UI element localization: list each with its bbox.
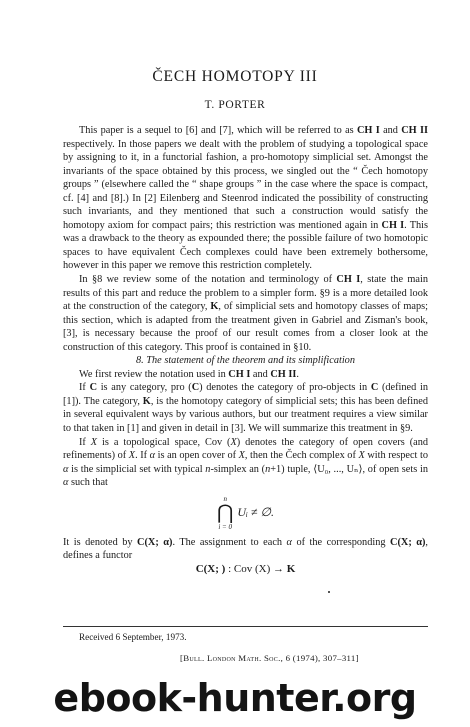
footnote-rule xyxy=(63,626,428,627)
paragraph-intro: This paper is a sequel to [6] and [7], which will be referred to as CH I and CH II respectively. In those papers we dealt with the problem of studying a topological space by assigning to it, in a functorial fashion, a pro-homotopy simplicial set. Amongst the invariants of the space obtained by this process, we singled out the “ Čech homotopy groups ” (elsewhere called the “ shape groups ” in the case where the space is compact, cf. [4] and [8].) In [2] Eilenberg and Steenrod indicated the possibility of constructing such invariants, and they mentioned that such a construction would satisfy the homotopy axiom for compact pairs; this restriction was mentioned again in CH I. This was a drawback to the theory as expounded there; the possible failure of two homotopic spaces to have equivalent Čech complexes could have been extremely bothersome, however in this paper we remove this restriction completely. xyxy=(63,125,429,272)
paper-author: T. PORTER xyxy=(204,99,266,111)
paragraph-cech-complex: If X is a topological space, Cov (X) denotes the category of open covers (and refinements) of X. If α is an open cover of X, then the Čech complex of X with respect to α is the simplicial set with typical n-simplex an (n+1) tuple, ⟨U₀, ..., Uₙ⟩, of open sets in α such that xyxy=(63,436,428,489)
formula-body: Uᵢ ≠ ∅. xyxy=(237,504,274,519)
functor-display: C(X; ) : Cov (X) → K xyxy=(195,562,296,575)
paper-body xyxy=(63,124,428,576)
paragraph-notation: We first review the notation used in CH I and CH II. xyxy=(79,368,299,380)
paragraph-outline: In §8 we review some of the notation and terminology of CH I, state the main results of this part and reduce the problem to a simpler form. §9 is a more detailed look at the construction of the category, K, of simplicial sets and homotopy classes of maps; this section, which is adapted from the treatment given in Gabriel and Zisman's book, [3], is necessary because the proof of our result comes from a closer look at the construction of this category. This proof is contained in §10. xyxy=(63,274,428,353)
paragraph-category: If C is any category, pro (C) denotes the category of pro-objects in C (defined in [1]). The category, K, is the homotopy category of simplicial sets; this has been defined in several equivalent ways by various authors, but our treatment requires a view similar to that taken in [1] and given in detail in [3]. We will summarize this treatment in §9. xyxy=(63,382,428,435)
received-date: Received 6 September, 1973. xyxy=(79,632,187,642)
paper-title: ČECH HOMOTOPY III xyxy=(152,68,318,85)
watermark-logo: ebook-hunter.org xyxy=(53,675,417,720)
intersection-formula xyxy=(63,492,428,534)
stray-mark xyxy=(328,591,330,593)
big-intersection: n ⋂ i = 0 xyxy=(216,494,234,531)
journal-citation: [Bull. London Math. Soc., 6 (1974), 307–311] xyxy=(180,653,359,663)
paragraph-denoted: It is denoted by C(X; α). The assignment to each α of the corresponding C(X; α), defines a functor xyxy=(63,536,428,562)
section-heading: 8. The statement of the theorem and its simplification xyxy=(136,355,355,367)
